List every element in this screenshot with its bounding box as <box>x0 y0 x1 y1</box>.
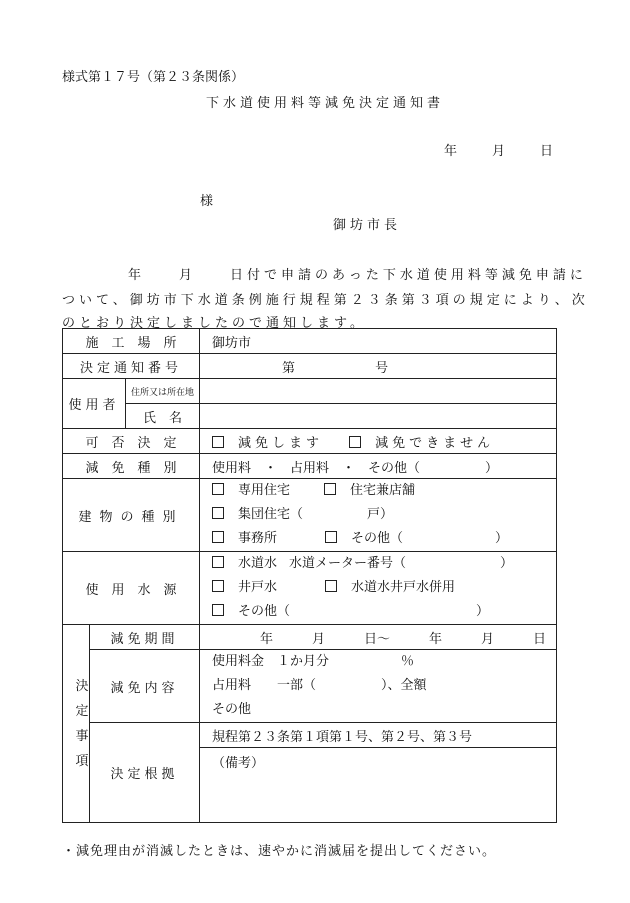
reduction-type-label: 減 免 種 別 <box>63 454 200 479</box>
approval-label: 可 否 決 定 <box>63 429 200 454</box>
checkbox-detached-house[interactable] <box>212 483 224 495</box>
checkbox-tap-water[interactable] <box>212 556 224 568</box>
decision-label <box>63 625 90 823</box>
option-water-other: その他（ <box>238 604 291 619</box>
table-row-basis <box>63 723 557 748</box>
body-line-3: のとおり決定しましたので通知します。 <box>62 316 367 331</box>
content-percent: ％ <box>401 654 415 669</box>
table-row-location <box>63 329 557 354</box>
body-line-2: ついて、御坊市下水道条例施行規程第２３条第３項の規定により、次 <box>62 293 589 308</box>
approve-checkbox[interactable] <box>212 436 224 448</box>
notice-number-prefix: 第 <box>282 360 296 376</box>
table-row-reduction-type <box>63 454 557 479</box>
address-label: 住所又は所在地 <box>126 379 200 404</box>
checkbox-combined-water[interactable] <box>325 580 337 592</box>
name-value[interactable] <box>200 404 557 429</box>
name-label: 氏 名 <box>126 404 200 429</box>
period-label: 減免期間 <box>90 625 200 650</box>
form-number: 様式第１７号（第２３条関係） <box>62 70 245 85</box>
table-row-approval <box>63 429 557 454</box>
option-combined-water: 水道水井戸水併用 <box>351 580 456 595</box>
date-day: 日 <box>540 144 554 159</box>
reduction-type-value[interactable]: 使用料 ・ 占用料 ・ その他（ ） <box>200 454 557 479</box>
user-label: 使用者 <box>63 379 126 429</box>
remarks-cell[interactable] <box>200 748 557 823</box>
table-row-user-name <box>63 404 557 429</box>
option-house-shop: 住宅兼店舗 <box>350 483 416 498</box>
building-type-label: 建物の種別 <box>63 479 200 552</box>
document-title: 下水道使用料等減免決定通知書 <box>206 96 445 111</box>
form-table <box>62 328 557 823</box>
option-tap-water: 水道水 <box>238 556 278 571</box>
table-row-building-type <box>63 479 557 552</box>
notice-number-value[interactable] <box>200 354 557 379</box>
option-building-other-close: ） <box>495 531 509 546</box>
body-line-1: 年 月 日付で申請のあった下水道使用料等減免申請に <box>128 268 587 283</box>
water-source-label: 使 用 水 源 <box>63 552 200 625</box>
table-row-notice-number <box>63 354 557 379</box>
checkbox-house-shop[interactable] <box>324 483 336 495</box>
water-source-options <box>200 552 557 625</box>
option-building-other: その他（ <box>351 531 404 546</box>
content-other: その他 <box>212 702 252 717</box>
address-value[interactable] <box>200 379 557 404</box>
table-row-content <box>63 650 557 723</box>
period-value[interactable]: 年 月 日～ 年 月 日 <box>200 625 557 650</box>
content-usage-fee: 使用料金 １か月分 <box>212 654 330 669</box>
basis-value[interactable]: 規程第２３条第１項第１号、第２号、第３号 <box>200 723 557 748</box>
approval-options <box>200 429 557 454</box>
table-row-water-source <box>63 552 557 625</box>
option-meter-number-close: ） <box>500 556 514 571</box>
table-row-user-address <box>63 379 557 404</box>
reject-checkbox[interactable] <box>349 436 361 448</box>
location-value[interactable]: 御坊市 <box>200 329 557 354</box>
option-meter-number: 水道メーター番号（ <box>289 556 407 571</box>
content-value[interactable] <box>200 650 557 723</box>
checkbox-office[interactable] <box>212 531 224 543</box>
date-month: 月 <box>492 144 506 159</box>
decision-label-text: 決定事項 <box>75 678 89 769</box>
option-apartment: 集団住宅（ <box>238 507 304 522</box>
content-occupancy-fee: 占用料 一部（ ）、全額 <box>212 678 427 693</box>
reject-option-label: 減免できません <box>375 435 495 451</box>
option-water-other-close: ） <box>476 604 490 619</box>
option-well-water: 井戸水 <box>238 580 278 595</box>
remarks-label: （備考） <box>212 756 265 771</box>
checkbox-well-water[interactable] <box>212 580 224 592</box>
checkbox-apartment[interactable] <box>212 507 224 519</box>
notice-number-label: 決定通知番号 <box>63 354 200 379</box>
table-row-period <box>63 625 557 650</box>
location-label: 施 工 場 所 <box>63 329 200 354</box>
checkbox-building-other[interactable] <box>325 531 337 543</box>
addressee-suffix: 様 <box>200 194 214 209</box>
footnote: ・減免理由が消滅したときは、速やかに消滅届を提出してください。 <box>62 844 497 859</box>
date-year: 年 <box>444 144 458 159</box>
option-office: 事務所 <box>238 531 278 546</box>
notice-number-suffix: 号 <box>375 360 389 376</box>
issuer: 御坊市長 <box>333 218 402 233</box>
option-apartment-units: 戸） <box>367 507 394 522</box>
approve-option-label: 減免します <box>238 435 324 451</box>
basis-label: 決定根拠 <box>90 723 200 823</box>
building-type-options <box>200 479 557 552</box>
content-label: 減免内容 <box>90 650 200 723</box>
checkbox-water-other[interactable] <box>212 604 224 616</box>
option-detached-house: 専用住宅 <box>238 483 291 498</box>
